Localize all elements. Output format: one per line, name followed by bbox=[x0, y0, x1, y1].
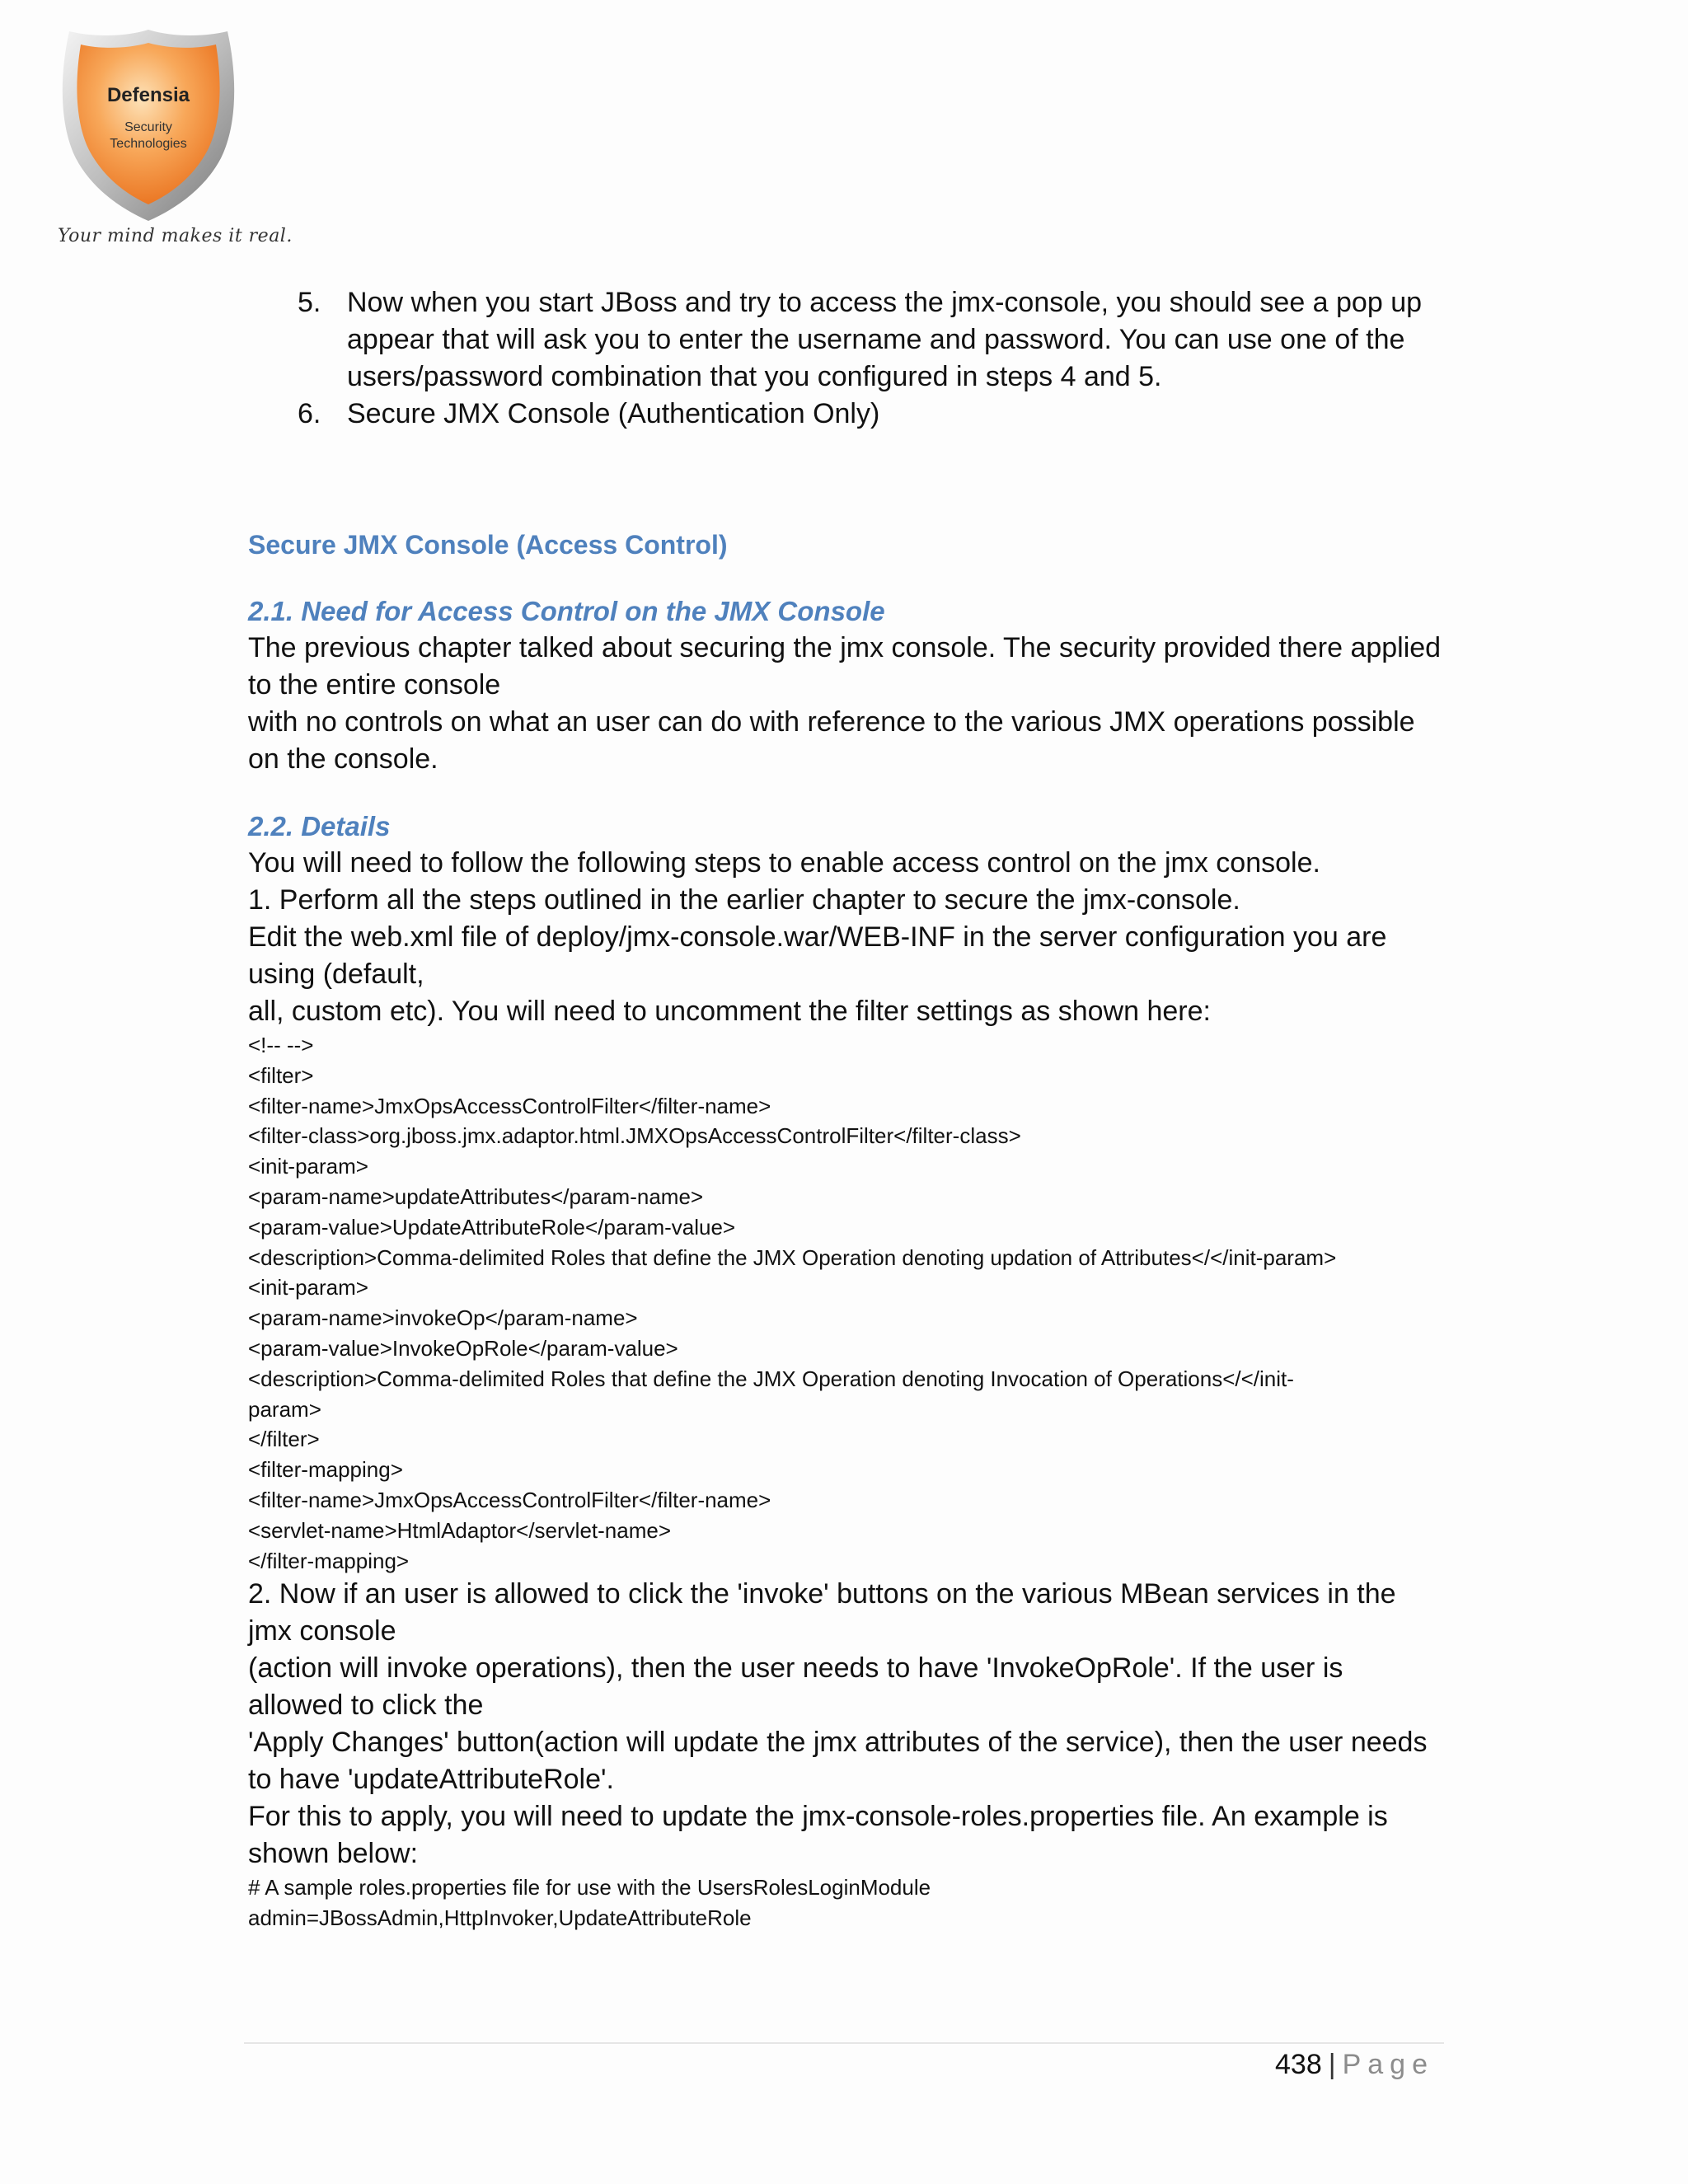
paragraph-line: to have 'updateAttributeRole'. bbox=[248, 1764, 614, 1796]
code-block-web-xml bbox=[248, 1030, 1451, 1576]
page-content bbox=[248, 284, 1451, 1933]
paragraph-line: Edit the web.xml file of deploy/jmx-console.war/WEB-INF in the server configuration you are bbox=[248, 921, 1387, 953]
paragraph-line: 'Apply Changes' button(action will update the jmx attributes of the service), then the user needs bbox=[248, 1727, 1428, 1759]
logo-line1: Security bbox=[124, 120, 172, 134]
paragraph-line: allowed to click the bbox=[248, 1690, 484, 1722]
code-line: # A sample roles.properties file for use with the UsersRolesLoginModule bbox=[248, 1875, 931, 1900]
code-line: <description>Comma-delimited Roles that define the JMX Operation denoting Invocation of Operations</</init- bbox=[248, 1366, 1294, 1391]
numbered-list bbox=[248, 284, 1451, 433]
footer-divider bbox=[244, 2042, 1444, 2044]
list-item-number: 6. bbox=[298, 398, 321, 429]
page-footer bbox=[1275, 2046, 1434, 2083]
code-block-roles bbox=[248, 1872, 1451, 1933]
page-label: Page bbox=[1342, 2049, 1434, 2080]
logo-line2: Technologies bbox=[110, 137, 187, 151]
subsection-heading-2-1: 2.1. Need for Access Control on the JMX Console bbox=[248, 596, 885, 626]
code-line: <param-name>invokeOp</param-name> bbox=[248, 1305, 638, 1331]
paragraph-line: 2. Now if an user is allowed to click the 'invoke' buttons on the various MBean services in the bbox=[248, 1578, 1396, 1610]
code-line: <filter-class>org.jboss.jmx.adaptor.html.JMXOpsAccessControlFilter</filter-class> bbox=[248, 1123, 1021, 1149]
paragraph-line: with no controls on what an user can do with reference to the various JMX operations possible bbox=[248, 706, 1415, 738]
code-line: <servlet-name>HtmlAdaptor</servlet-name> bbox=[248, 1517, 672, 1543]
paragraph-line: jmx console bbox=[248, 1615, 396, 1647]
list-item-number: 5. bbox=[298, 287, 321, 318]
subsection-heading-2-2: 2.2. Details bbox=[248, 811, 391, 841]
code-line: <filter> bbox=[248, 1062, 314, 1088]
code-line: </filter> bbox=[248, 1427, 320, 1452]
code-line: param> bbox=[248, 1396, 321, 1422]
code-line: <filter-name>JmxOpsAccessControlFilter</filter-name> bbox=[248, 1093, 771, 1118]
code-line: <filter-name>JmxOpsAccessControlFilter</filter-name> bbox=[248, 1487, 771, 1512]
code-line: <init-param> bbox=[248, 1275, 368, 1301]
paragraph-line: You will need to follow the following steps to enable access control on the jmx console. bbox=[248, 847, 1320, 879]
list-item-text: Now when you start JBoss and try to access the jmx-console, you should see a pop up appear that will ask you to enter the username and password. You can use one of the users/password combination that you configured in steps 4 and 5. bbox=[347, 287, 1423, 392]
list-item bbox=[248, 396, 1451, 433]
section-heading: Secure JMX Console (Access Control) bbox=[248, 530, 728, 560]
paragraph-line: on the console. bbox=[248, 743, 438, 775]
code-line: admin=JBossAdmin,HttpInvoker,UpdateAttributeRole bbox=[248, 1905, 752, 1931]
paragraph-line: all, custom etc). You will need to uncomment the filter settings as shown here: bbox=[248, 996, 1211, 1027]
list-item-text: Secure JMX Console (Authentication Only) bbox=[347, 398, 880, 429]
company-logo bbox=[51, 26, 246, 257]
page-number: 438 bbox=[1275, 2049, 1322, 2080]
code-line: </filter-mapping> bbox=[248, 1548, 410, 1573]
paragraph-line: shown below: bbox=[248, 1838, 419, 1870]
code-line: <init-param> bbox=[248, 1154, 368, 1179]
paragraph-line: to the entire console bbox=[248, 669, 501, 701]
logo-tagline: Your mind makes it real. bbox=[58, 226, 293, 246]
paragraph-line: The previous chapter talked about securing the jmx console. The security provided there applied bbox=[248, 632, 1442, 663]
code-line: <param-value>UpdateAttributeRole</param-value> bbox=[248, 1214, 736, 1240]
paragraph-line: For this to apply, you will need to update the jmx-console-roles.properties file. An example is bbox=[248, 1801, 1388, 1833]
logo-name: Defensia bbox=[106, 84, 190, 106]
paragraph-line: using (default, bbox=[248, 958, 424, 990]
code-line: <param-name>updateAttributes</param-name> bbox=[248, 1183, 704, 1209]
code-line: <filter-mapping> bbox=[248, 1457, 403, 1483]
code-line: <param-value>InvokeOpRole</param-value> bbox=[248, 1335, 678, 1361]
paragraph-line: (action will invoke operations), then the user needs to have 'InvokeOpRole'. If the user is bbox=[248, 1652, 1343, 1685]
list-item bbox=[248, 284, 1451, 396]
code-line: <!-- --> bbox=[248, 1033, 314, 1057]
footer-separator: | bbox=[1328, 2049, 1336, 2080]
paragraph-line: 1. Perform all the steps outlined in the earlier chapter to secure the jmx-console. bbox=[248, 884, 1240, 916]
code-line: <description>Comma-delimited Roles that define the JMX Operation denoting updation of Attributes</</init-param> bbox=[248, 1244, 1337, 1270]
